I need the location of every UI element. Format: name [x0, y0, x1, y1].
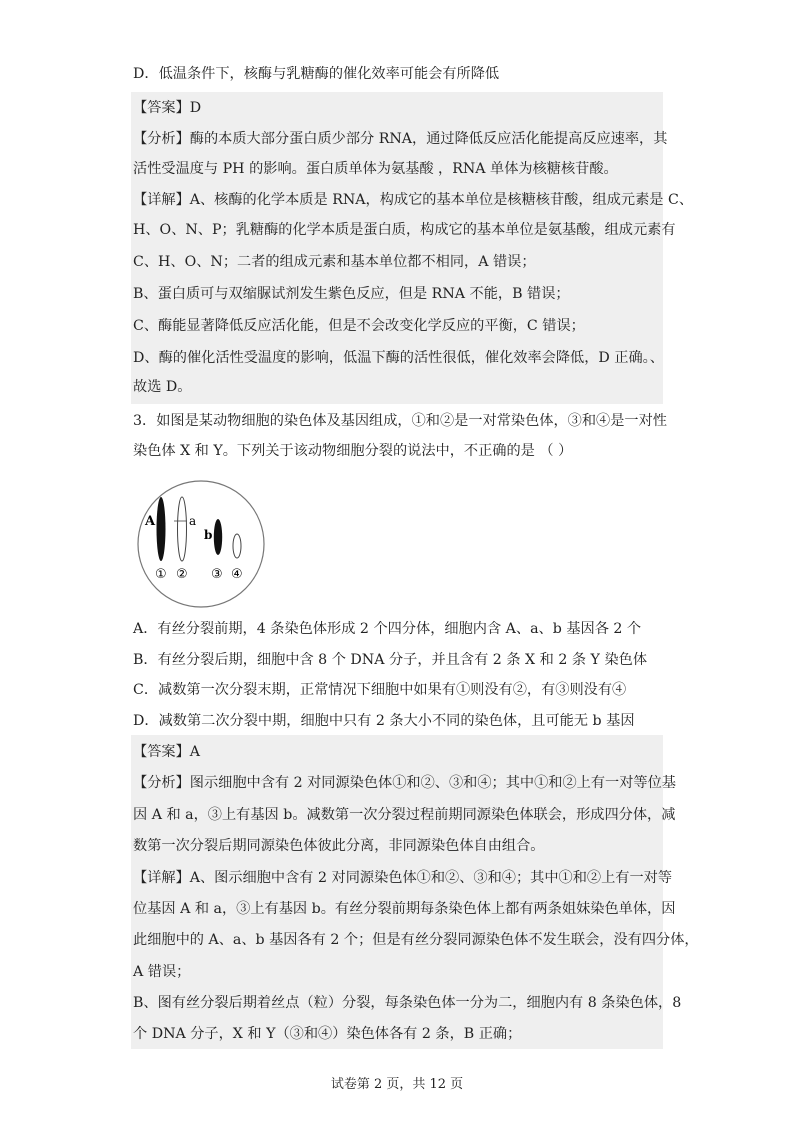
chromosome-1 [157, 497, 166, 561]
chromosome-label-3: ③ [211, 567, 223, 582]
q3-option-d: D．减数第二次分裂中期，细胞中只有 2 条大小不同的染色体，且可能无 b 基因 [133, 713, 635, 729]
q3-detail-line: 此细胞中的 A、a、b 基因各有 2 个；但是有丝分裂同源染色体不发生联会，没有四分体， [133, 932, 699, 948]
q3-option-a: A．有丝分裂前期，4 条染色体形成 2 个四分体，细胞内含 A、a、b 基因各 2 个 [133, 621, 642, 637]
q3-detail-line: B、图有丝分裂后期着丝点（粒）分裂，每条染色体一分为二，细胞内有 8 条染色体，8 [133, 995, 682, 1011]
prev-analysis-line: 活性受温度与 PH 的影响。蛋白质单体为氨基酸 ，RNA 单体为核糖核苷酸。 [133, 161, 618, 177]
prev-detail-line: 故选 D。 [133, 379, 192, 395]
gene-label-A: A [145, 514, 156, 529]
chromosome-3 [214, 519, 222, 555]
q3-analysis-line: 【分析】图示细胞中含有 2 对同源染色体①和②、③和④；其中①和②上有一对等位基 [133, 775, 676, 791]
q3-option-c: C．减数第一次分裂末期，正常情况下细胞中如果有①则没有②，有③则没有④ [133, 682, 627, 698]
gene-label-a: a [189, 514, 197, 528]
q3-analysis-line: 数第一次分裂后期同源染色体彼此分离，非同源染色体自由组合。 [133, 838, 545, 854]
chromosome-label-2: ② [176, 567, 188, 582]
chromosome-diagram [136, 479, 266, 609]
prev-detail-line: D、酶的催化活性受温度的影响，低温下酶的活性很低，催化效率会降低，D 正确。、 [133, 350, 664, 366]
q3-option-b: B．有丝分裂后期，细胞中含 8 个 DNA 分子，并且含有 2 条 X 和 2 条 Y 染色体 [133, 652, 648, 668]
gene-label-b: b [204, 528, 213, 542]
chromosome-label-4: ④ [231, 567, 243, 582]
chromosome-2 [178, 497, 187, 561]
prev-detail-line: B、蛋白质可与双缩脲试剂发生紫色反应，但是 RNA 不能，B 错误； [133, 286, 570, 302]
chromosome-label-1: ① [155, 567, 167, 582]
prev-answer: 【答案】D [133, 100, 202, 116]
q3-detail-line: 【详解】A、图示细胞中含有 2 对同源染色体①和②、③和④；其中①和②上有一对等 [133, 870, 673, 886]
chromosome-4 [233, 534, 241, 558]
q3-stem-line: 染色体 X 和 Y。下列关于该动物细胞分裂的说法中，不正确的是 （ ） [133, 443, 573, 459]
q3-answer: 【答案】A [133, 744, 200, 760]
q3-stem-line: 3．如图是某动物细胞的染色体及基因组成，①和②是一对常染色体，③和④是一对性 [133, 413, 667, 429]
prev-detail-line: H、O、N、P；乳糖酶的化学本质是蛋白质，构成它的基本单位是氨基酸，组成元素有 [133, 222, 676, 238]
page-footer: 试卷第 2 页，共 12 页 [330, 1077, 464, 1092]
q3-detail-line: 位基因 A 和 a，③上有基因 b。有丝分裂前期每条染色体上都有两条姐妹染色单体，因 [133, 901, 676, 917]
cell-outline [138, 481, 264, 607]
q3-analysis-line: 因 A 和 a，③上有基因 b。减数第一次分裂过程前期同源染色体联会，形成四分体，减 [133, 807, 676, 823]
prev-detail-line: 【详解】A、核酶的化学本质是 RNA，构成它的基本单位是核糖核苷酸，组成元素是 C、 [133, 192, 694, 208]
prev-detail-line: C、酶能显著降低反应活化能，但是不会改变化学反应的平衡，C 错误； [133, 318, 585, 334]
q3-detail-line: 个 DNA 分子，X 和 Y（③和④）染色体各有 2 条，B 正确； [133, 1026, 522, 1042]
prev-analysis-line: 【分析】酶的本质大部分蛋白质少部分 RNA，通过降低反应活化能提高反应速率，其 [133, 131, 668, 147]
q3-detail-line: A 错误； [133, 964, 191, 980]
prev-option-d: D．低温条件下，核酶与乳糖酶的催化效率可能会有所降低 [133, 66, 500, 82]
prev-detail-line: C、H、O、N；二者的组成元素和基本单位都不相同，A 错误； [133, 254, 536, 270]
